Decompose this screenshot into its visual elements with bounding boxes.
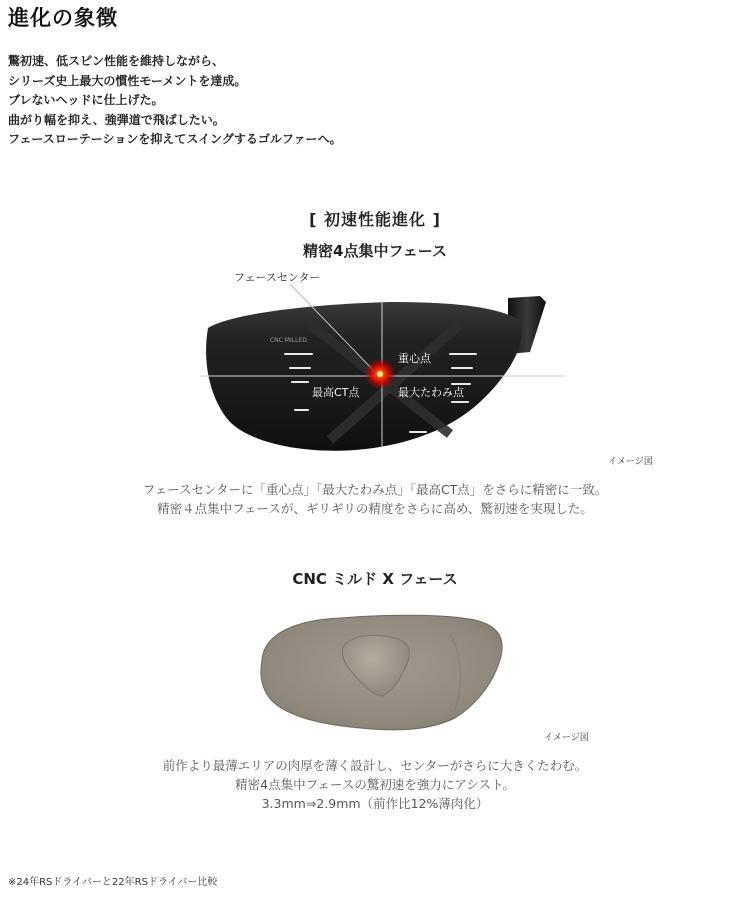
section-heading: 進化の象徴 [8,6,118,30]
description-line: 3.3mm⇒2.9mm（前作比12%薄肉化） [261,796,489,811]
feature1-title: [ 初速性能進化 ] [309,210,441,229]
description-line: フェースセンターに「重心点」「最大たわみ点」「最高CT点」をさらに精密に一致。 [142,482,608,497]
intro-text [8,52,342,150]
max-ct-label: 最高CT点 [312,386,360,399]
image-caption: イメージ図 [544,733,589,743]
feature1-subtitle: 精密4点集中フェース [303,242,447,260]
feature2-description [0,756,750,813]
intro-line: ブレないヘッドに仕上げた。 [8,93,164,107]
description-line: 精密4点集中フェースの驚初速を強力にアシスト。 [235,777,515,792]
hotspot-core [377,371,383,377]
cnc-milled-engraving: CNC MILLED [270,337,307,344]
feature1-description [0,480,750,518]
face-center-label: フェースセンター [234,271,321,284]
footnote: ※24年RSドライバーと22年RSドライバー比較 [8,877,218,888]
description-line: 前作より最薄エリアの肉厚を薄く設計し、センターがさらに大きくたわむ。 [162,758,588,773]
intro-line: 曲がり幅を抑え、強弾道で飛ばしたい。 [8,112,225,127]
feature2-title: CNC ミルド X フェース [292,570,458,588]
face-plate-illustration [250,610,510,735]
cog-label: 重心点 [398,352,431,365]
driver-head-illustration [190,262,570,457]
description-line: 精密４点集中フェースが、ギリギリの精度をさらに高め、驚初速を実現した。 [157,501,593,516]
max-deflection-label: 最大たわみ点 [398,386,464,399]
intro-line: シリーズ史上最大の慣性モーメントを達成。 [8,73,247,88]
intro-line: 驚初速、低スピン性能を維持しながら、 [8,54,225,68]
image-caption: イメージ図 [608,457,653,467]
intro-line: フェースローテーションを抑えてスイングするゴルファーへ。 [8,132,342,146]
